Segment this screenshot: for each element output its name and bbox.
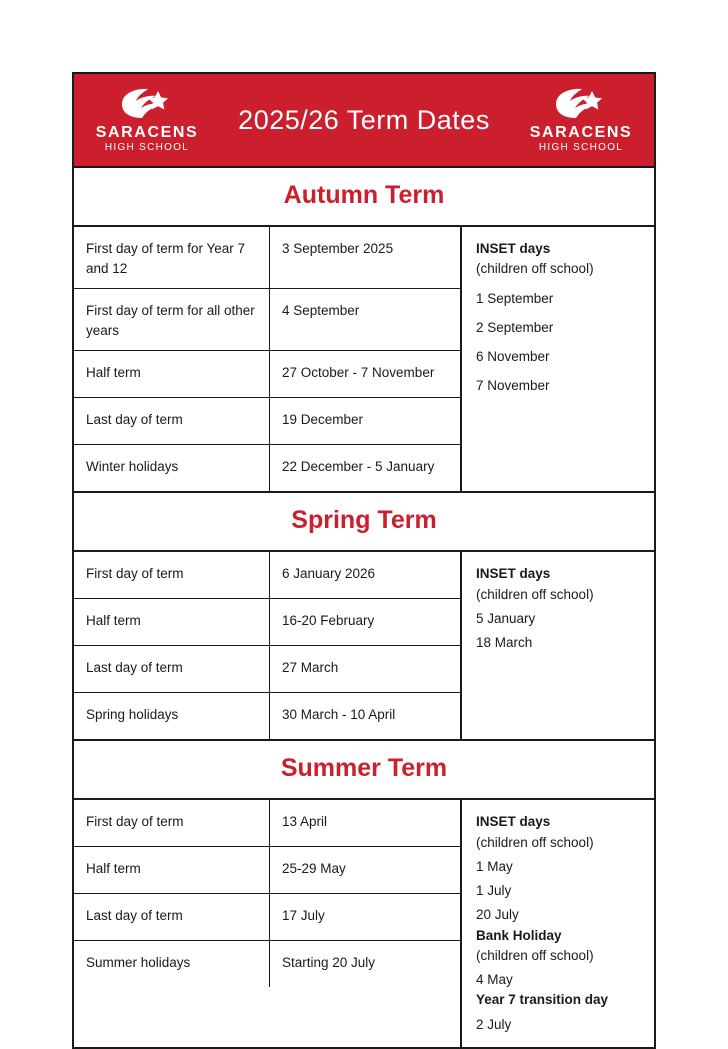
term-rows-spring (74, 552, 462, 739)
bank-holiday-day: 4 May (476, 972, 513, 987)
row-label: Last day of term (74, 894, 270, 940)
transition-day-heading: Year 7 transition day (476, 992, 609, 1008)
row-label: Summer holidays (74, 941, 270, 987)
row-label: Spring holidays (74, 693, 270, 739)
row-value: 3 September 2025 (282, 241, 394, 256)
term-rows-summer (74, 800, 462, 1047)
logo-right (526, 87, 636, 153)
term-title: Spring Term (291, 506, 437, 535)
row-label: First day of term (74, 800, 270, 846)
logo-left-sub: HIGH SCHOOL (104, 142, 190, 153)
row-label: Half term (74, 351, 270, 397)
row-label: First day of term for Year 7 and 12 (74, 227, 270, 288)
inset-day: 20 July (476, 907, 519, 923)
saracens-logo-icon (118, 87, 176, 121)
inset-heading: INSET days (476, 814, 551, 830)
row-label: Half term (74, 847, 270, 893)
row-value: 22 December - 5 January (282, 459, 435, 475)
inset-day: 1 July (476, 883, 512, 898)
table-row (74, 227, 460, 289)
inset-days-spring (462, 552, 654, 739)
term-dates-document (72, 72, 656, 1049)
table-row (74, 894, 460, 941)
term-heading-spring (74, 493, 654, 552)
saracens-logo-icon (552, 87, 610, 121)
bank-holiday-heading: Bank Holiday (476, 927, 562, 943)
row-value: 19 December (282, 412, 364, 428)
row-label: Last day of term (74, 646, 270, 692)
table-row (74, 941, 460, 987)
row-value: 27 October - 7 November (282, 365, 435, 381)
inset-heading: INSET days (476, 566, 551, 582)
term-heading-autumn (74, 168, 654, 227)
logo-right-name: SARACENS (529, 124, 633, 141)
inset-days-autumn (462, 227, 654, 491)
row-value: 27 March (282, 660, 339, 676)
inset-heading: INSET days (476, 241, 551, 256)
inset-note: (children off school) (476, 834, 594, 850)
inset-day: 1 September (476, 290, 554, 306)
document-header (74, 74, 654, 168)
row-label: Half term (74, 599, 270, 645)
table-row (74, 398, 460, 445)
transition-day: 2 July (476, 1016, 512, 1032)
row-value: 16-20 February (282, 613, 375, 629)
row-label: First day of term for all other years (74, 289, 270, 350)
table-row (74, 289, 460, 351)
logo-right-sub: HIGH SCHOOL (538, 142, 624, 153)
row-label: Last day of term (74, 398, 270, 444)
term-block-summer (74, 800, 654, 1047)
table-row (74, 552, 460, 599)
inset-note: (children off school) (476, 261, 594, 277)
row-label: Winter holidays (74, 445, 270, 491)
term-rows-autumn (74, 227, 462, 491)
row-value: 17 July (282, 908, 325, 924)
row-value: 25-29 May (282, 861, 346, 877)
inset-day: 18 March (476, 635, 533, 650)
row-value: 13 April (282, 814, 328, 830)
logo-left (92, 87, 202, 153)
table-row (74, 800, 460, 847)
table-row (74, 646, 460, 693)
table-row (74, 693, 460, 739)
term-block-autumn (74, 227, 654, 493)
term-block-spring (74, 552, 654, 741)
inset-day: 2 September (476, 319, 554, 335)
page-title: 2025/26 Term Dates (238, 104, 490, 135)
inset-day: 6 November (476, 349, 550, 364)
table-row (74, 445, 460, 491)
table-row (74, 351, 460, 398)
inset-day: 1 May (476, 858, 513, 874)
inset-days-summer (462, 800, 654, 1047)
row-value: Starting 20 July (282, 955, 376, 971)
term-heading-summer (74, 741, 654, 800)
row-value: 30 March - 10 April (282, 707, 396, 723)
inset-day: 7 November (476, 378, 550, 394)
inset-note: (children off school) (476, 586, 594, 602)
term-title: Autumn Term (283, 181, 445, 209)
term-title: Summer Term (280, 754, 448, 783)
row-label: First day of term (74, 552, 270, 598)
table-row (74, 847, 460, 894)
row-value: 6 January 2026 (282, 566, 376, 582)
row-value: 4 September (282, 303, 360, 319)
bank-holiday-note: (children off school) (476, 947, 594, 963)
logo-left-name: SARACENS (95, 124, 199, 141)
table-row (74, 599, 460, 646)
inset-day: 5 January (476, 610, 536, 626)
